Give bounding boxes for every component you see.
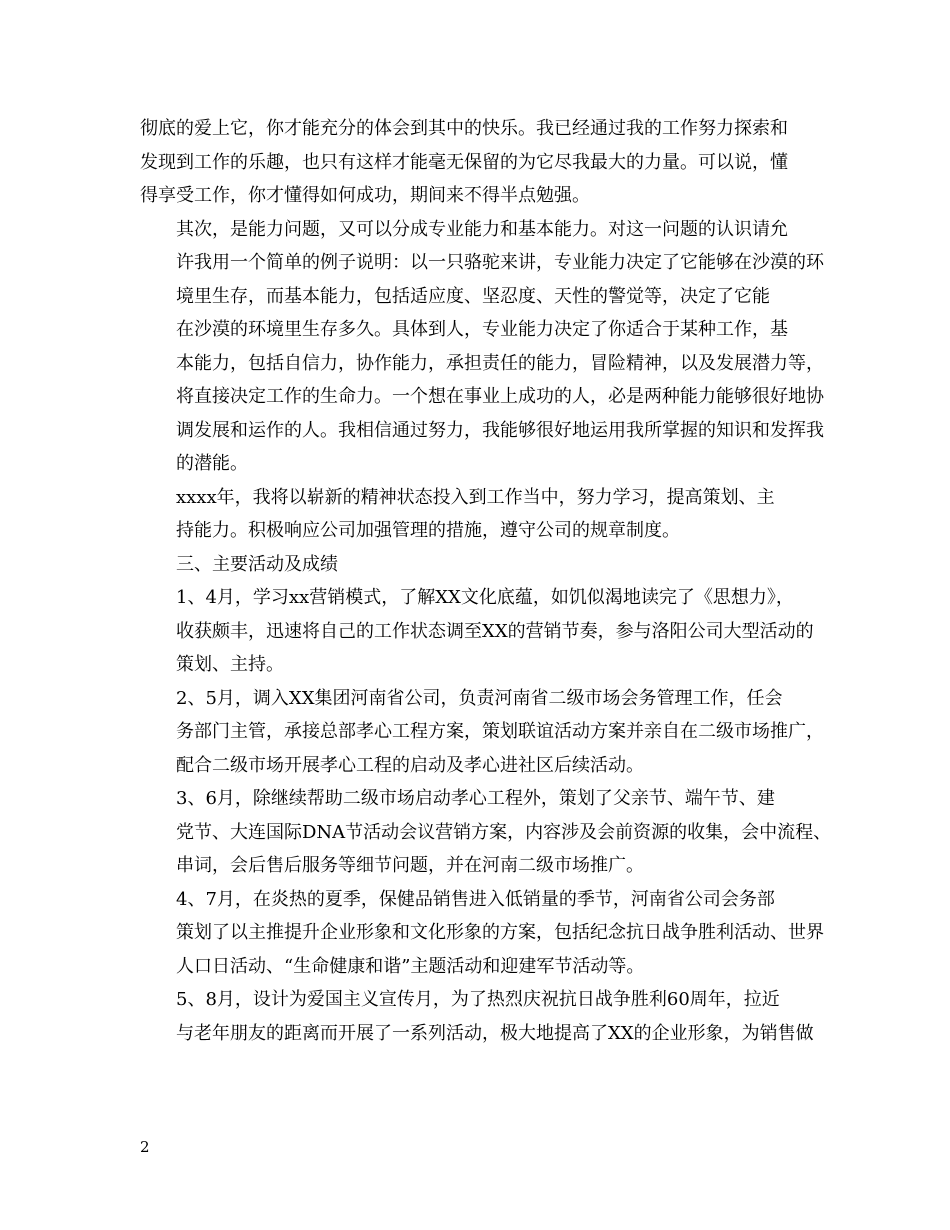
text-line: 得享受工作，你才懂得如何成功，期间来不得半点勉强。 (140, 185, 590, 206)
text-line: 5、8月，设计为爱国主义宣传月，为了热烈庆祝抗日战争胜利60周年，拉近 (176, 989, 780, 1010)
paragraph (140, 481, 812, 548)
text-line: 三、主要活动及成绩 (176, 553, 338, 575)
paragraph (140, 548, 812, 582)
page-number: 2 (140, 1138, 150, 1156)
text-line: 其次，是能力问题，又可以分成专业能力和基本能力。对这一问题的认识请允 (176, 218, 788, 240)
paragraph (140, 313, 824, 481)
text-line: 2、5月，调入XX集团河南省公司，负责河南省二级市场会务管理工作，任会 (176, 687, 783, 709)
text-line: 许我用一个简单的例子说明：以一只骆驼来讲，专业能力决定了它能够在沙漠的环 (176, 252, 824, 273)
text-line: 持能力。积极响应公司加强管理的措施，遵守公司的规章制度。 (176, 520, 680, 541)
body-text (140, 112, 832, 1050)
text-line: 串词，会后售后服务等细节问题，并在河南二级市场推广。 (176, 855, 644, 876)
text-line: 1、4月，学习xx营销模式，了解XX文化底蕴，如饥似渴地读完了《思想力》， (176, 587, 794, 608)
text-line: 策划、主持。 (176, 654, 284, 675)
paragraph (140, 581, 812, 682)
text-line: 党节、大连国际DNA节活动会议营销方案，内容涉及会前资源的收集，会中流程、 (176, 821, 832, 843)
paragraph (140, 983, 812, 1050)
text-line: 将直接决定工作的生命力。一个想在事业上成功的人，必是两种能力能够很好地协 (176, 386, 824, 407)
text-line: 配合二级市场开展孝心工程的启动及孝心进社区后续活动。 (176, 754, 644, 776)
text-line: 策划了以主推提升企业形象和文化形象的方案，包括纪念抗日战争胜利活动、世界 (176, 922, 824, 943)
paragraph (140, 682, 824, 783)
paragraph (140, 782, 832, 883)
text-line: 的潜能。 (176, 453, 248, 474)
text-line: 4、7月，在炎热的夏季，保健品销售进入低销量的季节，河南省公司会务部 (176, 888, 775, 910)
text-line: 收获颇丰，迅速将自己的工作状态调至XX的营销节奏，参与洛阳公司大型活动的 (176, 620, 814, 642)
text-line: 境里生存，而基本能力，包括适应度、坚忍度、天性的警觉等，决定了它能 (176, 285, 770, 307)
text-line: xxxx年，我将以崭新的精神状态投入到工作当中，努力学习，提高策划、主 (176, 486, 775, 508)
text-line: 务部门主管，承接总部孝心工程方案，策划联谊活动方案并亲自在二级市场推广， (176, 721, 824, 742)
text-line: 3、6月，除继续帮助二级市场启动孝心工程外，策划了父亲节、端午节、建 (176, 788, 775, 809)
text-line: 在沙漠的环境里生存多久。具体到人，专业能力决定了你适合于某种工作，基 (176, 319, 788, 340)
text-line: 人口日活动、“生命健康和谐”主题活动和迎建军节活动等。 (176, 955, 645, 977)
paragraph (140, 883, 824, 984)
paragraph (140, 112, 812, 213)
text-line: 调发展和运作的人。我相信通过努力，我能够很好地运用我所掌握的知识和发挥我 (176, 419, 824, 441)
paragraph (140, 213, 824, 314)
text-line: 彻底的爱上它，你才能充分的体会到其中的快乐。我已经通过我的工作努力探索和 (140, 118, 788, 139)
text-line: 本能力，包括自信力，协作能力，承担责任的能力，冒险精神，以及发展潜力等， (176, 352, 824, 374)
text-line: 发现到工作的乐趣，也只有这样才能毫无保留的为它尽我最大的力量。可以说，懂 (140, 151, 788, 173)
text-line: 与老年朋友的距离而开展了一系列活动，极大地提高了XX的企业形象，为销售做 (176, 1022, 814, 1044)
